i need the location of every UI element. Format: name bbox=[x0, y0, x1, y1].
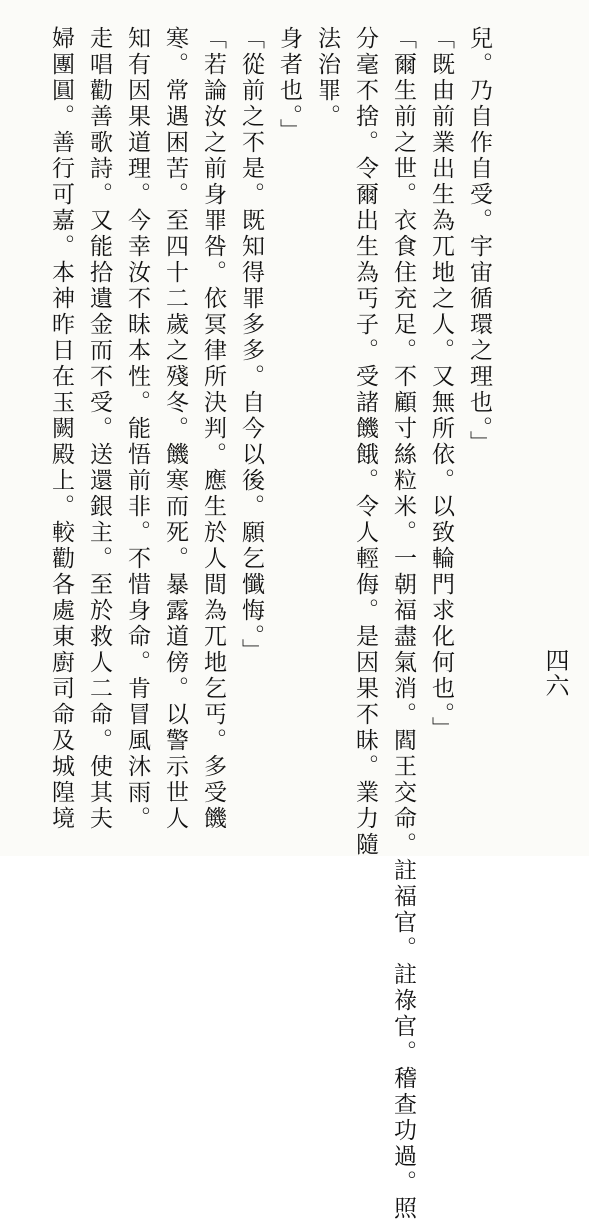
text-column-2: 「既由前業出生為兀地之人。又無所依。以致輪門求化何也。」 bbox=[428, 26, 454, 743]
text-column-1: 兒。乃自作自受。宇宙循環之理也。」 bbox=[466, 26, 492, 457]
text-column-12: 婦團圓。善行可嘉。本神昨日在玉闕殿上。較勸各處東廚司命及城隍境 bbox=[48, 26, 74, 832]
text-column-3: 「爾生前之世。衣食住充足。不顧寸絲粒米。一朝福盡氣消。閻王交命。註福官。註祿官。稽查功過。照 bbox=[390, 26, 416, 1222]
text-column-5: 法治罪。 bbox=[314, 26, 340, 130]
text-column-4: 分毫不捨。令爾出生為丐子。受諸饑餓。令人輕侮。是因果不昧。業力隨 bbox=[352, 26, 378, 858]
text-column-8: 「若論汝之前身罪咎。依冥律所決判。應生於人間為兀地乞丐。多受饑 bbox=[200, 26, 226, 832]
text-column-9: 寒。常遇困苦。至四十二歲之殘冬。饑寒而死。暴露道傍。以警示世人 bbox=[162, 26, 188, 832]
text-column-7: 「從前之不是。既知得罪多多。自今以後。願乞懺悔。」 bbox=[238, 26, 264, 665]
text-column-6: 身者也。」 bbox=[276, 26, 302, 145]
text-column-10: 知有因果道理。今幸汝不昧本性。能悟前非。不惜身命。肯冒風沐雨。 bbox=[124, 26, 150, 832]
text-column-11: 走唱勸善歌詩。又能拾遺金而不受。送還銀主。至於救人二命。使其夫 bbox=[86, 26, 112, 832]
page-number: 四六 bbox=[541, 648, 569, 698]
